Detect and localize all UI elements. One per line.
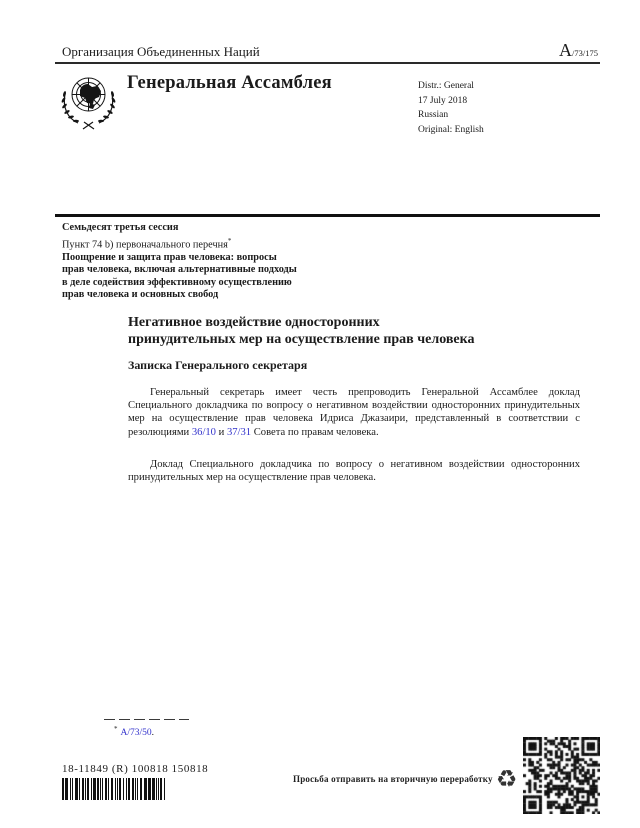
agenda-item-text: Пункт 74 b) первоначального перечня xyxy=(62,239,228,251)
note-subtitle: Записка Генерального секретаря xyxy=(128,358,308,372)
agenda-title-line: прав человека, включая альтернативные подходы xyxy=(62,264,297,276)
un-emblem-icon xyxy=(57,71,120,136)
footnote-marker: * xyxy=(114,725,118,733)
session-block xyxy=(62,222,297,302)
report-title xyxy=(128,315,474,348)
paragraph-1-end: Совета по правам человека. xyxy=(251,426,379,438)
report-title-line: Негативное воздействие односторонних xyxy=(128,315,380,330)
paragraph-1-text: Генеральный секретарь имеет честь препроводить Генеральной Ассамблее доклад Специального докладчика по вопросу о негативном воздействии односторонних принудительных мер на осуществление прав человека Идриса Джазаири, представленный в соответствии с резолюциями xyxy=(128,387,580,438)
document-id: 18-11849 (R) 100818 150818 xyxy=(62,763,209,775)
qr-code xyxy=(523,737,600,814)
distr-date: 17 July 2018 xyxy=(418,95,468,106)
document-symbol-letter: A xyxy=(559,40,573,60)
distr-line: Distr.: General xyxy=(418,81,474,91)
report-title-line: принудительных мер на осуществление прав человека xyxy=(128,331,475,347)
footnote-divider xyxy=(104,719,189,720)
agenda-title-line: Поощрение и защита прав человека: вопросы xyxy=(62,251,277,263)
paragraph-2: Доклад Специального докладчика по вопросу о негативном воздействии односторонних принудительных мер на осуществление прав человека. xyxy=(128,459,580,484)
recycle-text: Просьба отправить на вторичную переработку xyxy=(293,774,493,784)
footnote-period: . xyxy=(151,728,155,739)
recycle-note xyxy=(293,762,517,796)
assembly-title: Генеральная Ассамблея xyxy=(127,73,332,93)
footnote-link[interactable]: A/73/50 xyxy=(120,728,152,739)
org-name: Организация Объединенных Наций xyxy=(62,44,260,59)
section-divider xyxy=(55,214,600,217)
document-symbol-suffix: /73/175 xyxy=(572,48,598,58)
footnote xyxy=(114,725,154,738)
agenda-title-line: в деле содействия эффективному осуществлению xyxy=(62,276,292,288)
header-divider xyxy=(55,62,600,64)
session-title: Семьдесят третья сессия xyxy=(62,222,179,233)
resolution-link-37-31[interactable]: 37/31 xyxy=(226,426,252,438)
agenda-item-footnote-marker: * xyxy=(227,236,232,245)
document-symbol xyxy=(559,40,598,61)
recycle-icon: ♻ xyxy=(495,765,518,793)
barcode xyxy=(62,778,170,800)
resolution-link-36-10[interactable]: 36/10 xyxy=(191,426,216,438)
distr-original: Original: English xyxy=(418,124,484,135)
distribution-block xyxy=(418,79,484,137)
paragraph-1-conjunction: и xyxy=(215,426,227,438)
distr-language: Russian xyxy=(418,110,449,120)
agenda-title-line: прав человека и основных свобод xyxy=(62,289,219,301)
agenda-item-line xyxy=(62,235,297,252)
paragraph-1 xyxy=(128,386,580,439)
